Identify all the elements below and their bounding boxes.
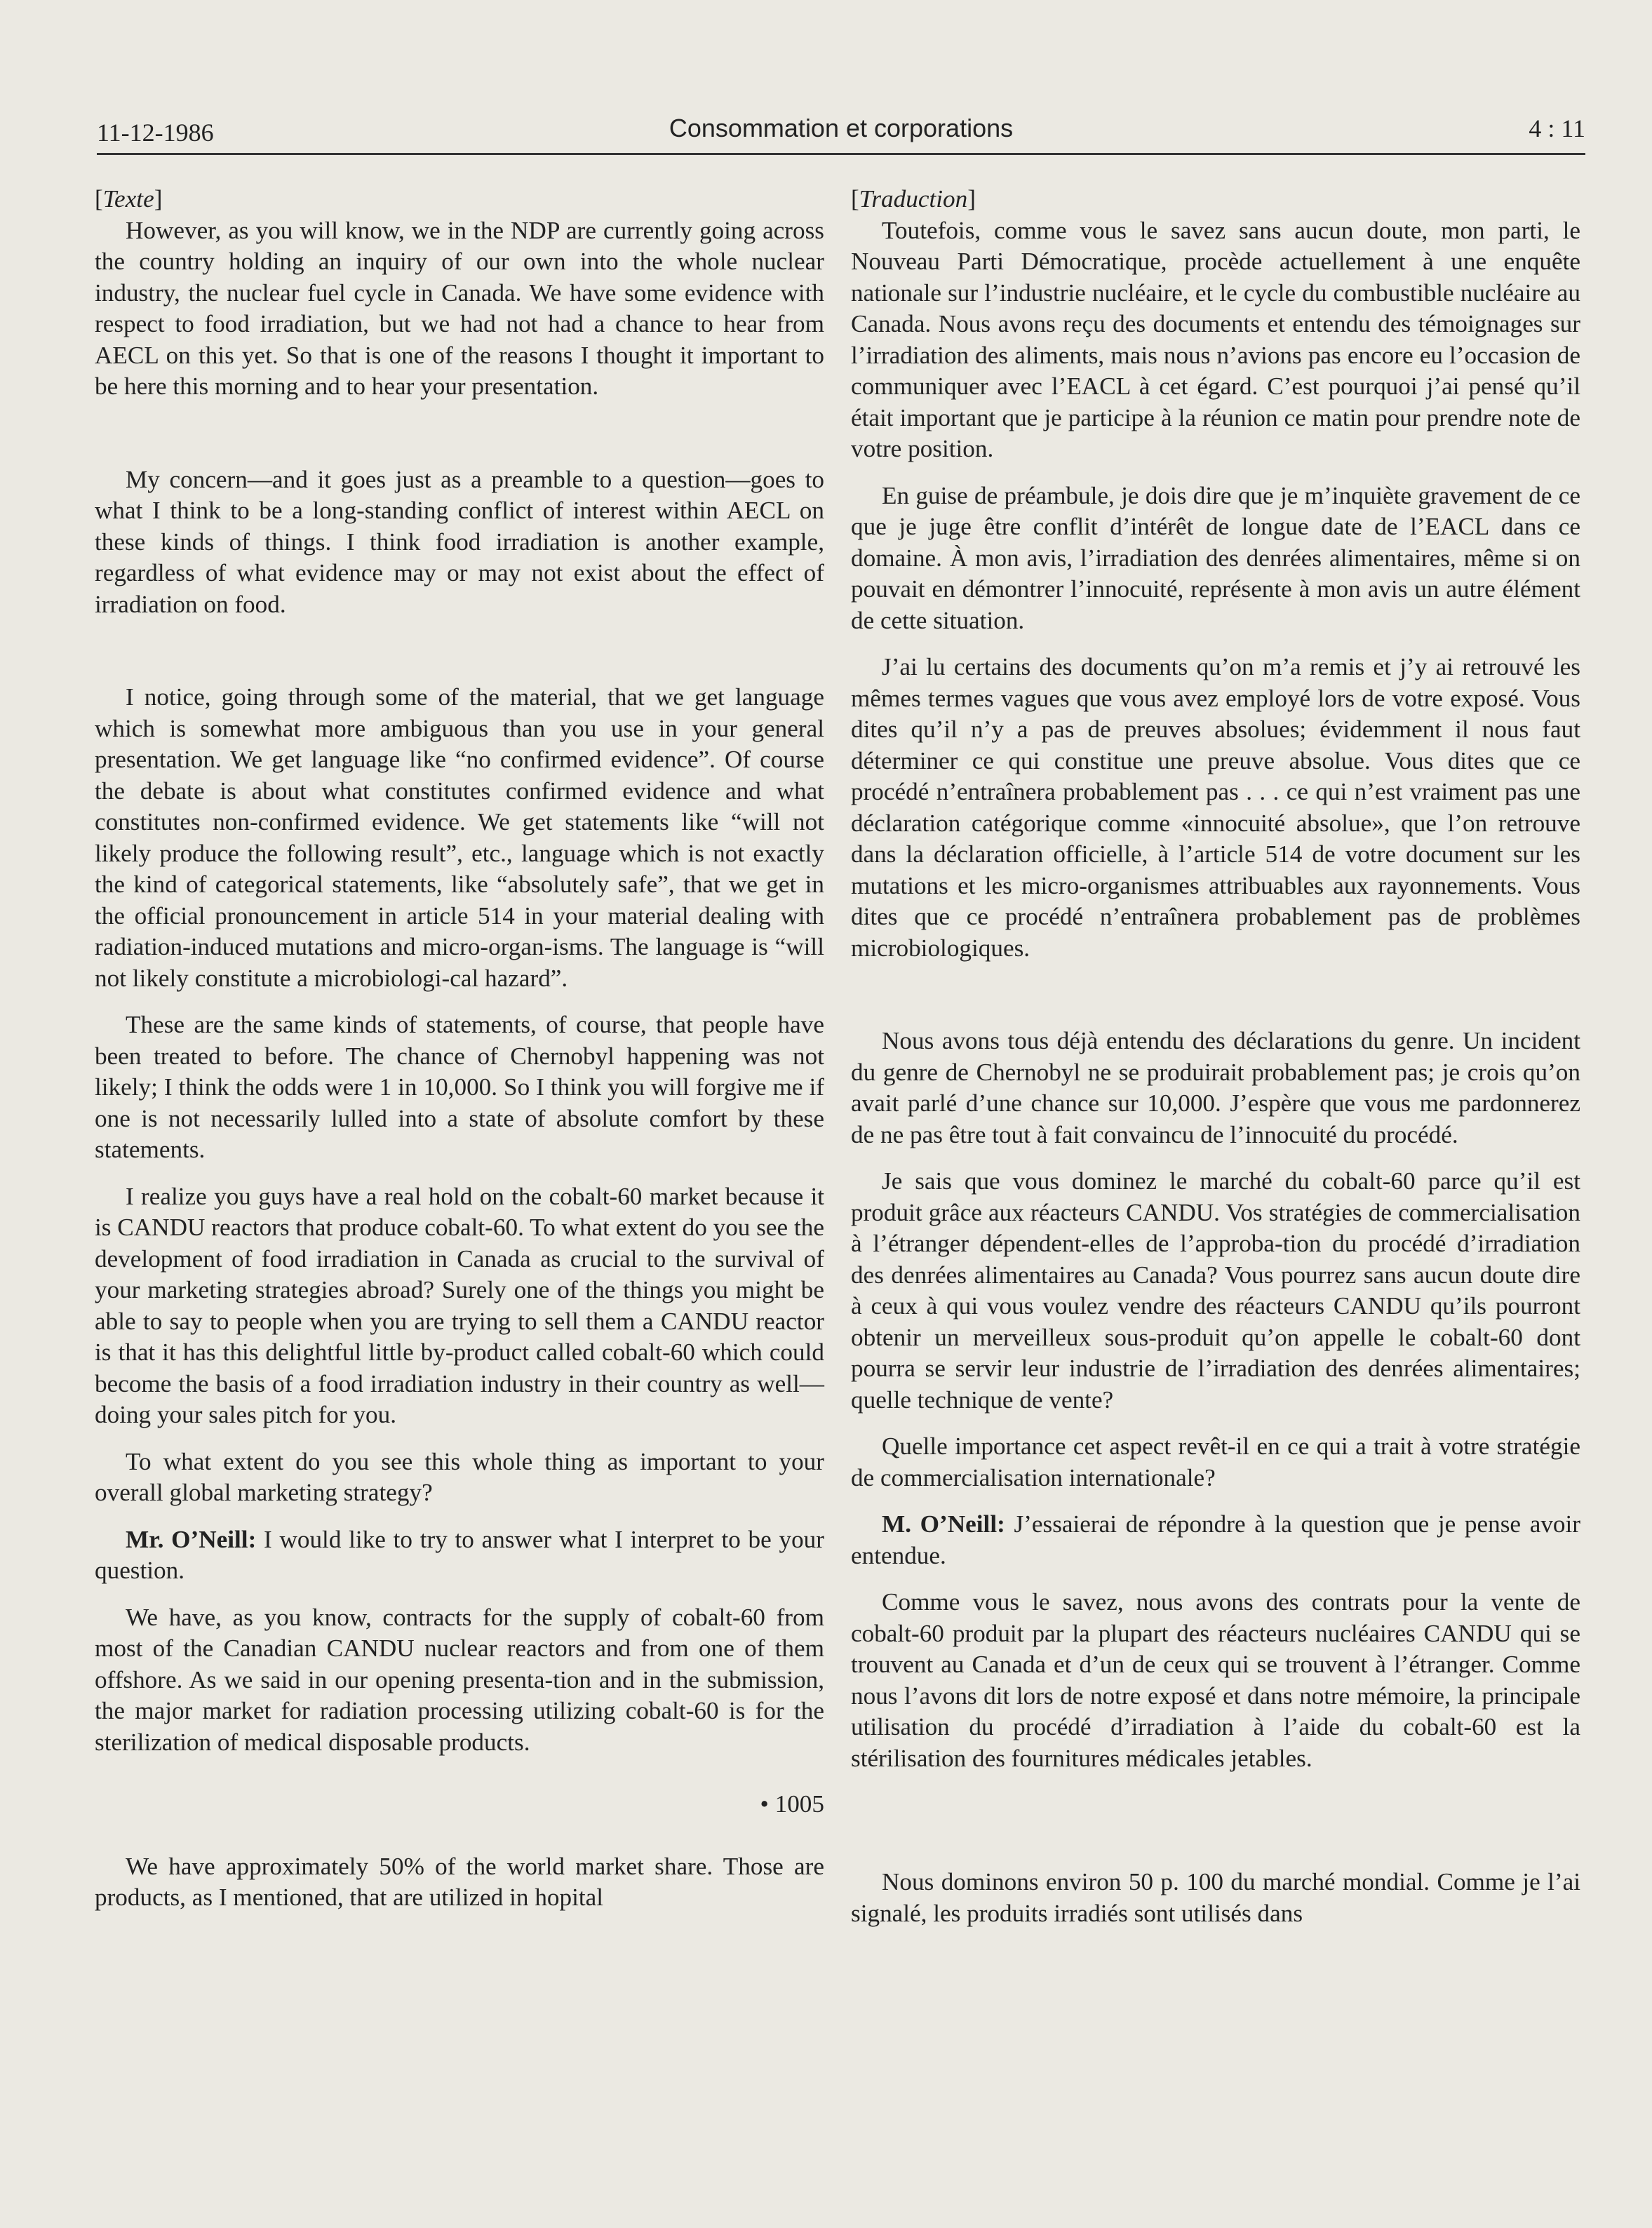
paragraph: Nous avons tous déjà entendu des déclarations du genre. Un incident du genre de Chernobyl ne se produirait probablement pas; je crois qu’on avait parlé d’une chance sur 10,000. J’espère que vous me pardonnerez de ne pas être tout à fait convaincu de l’innocuité du procédé. <box>851 1027 1580 1148</box>
header-title: Consommation et corporations <box>669 114 1014 142</box>
paragraph: Je sais que vous dominez le marché du cobalt-60 parce qu’il est produit grâce aux réacteurs CANDU. Vos stratégies de commercialisation à l’étranger dépendent-elles de l’approba-tion du procédé d’irradiation des denrées alimentaires au Canada? Vous pourrez sans aucun doute dire à ceux à qui vous voulez vendre des réacteurs CANDU qu’ils pourront obtenir un merveilleux sous-produit qu’on appelle le cobalt-60 dont pourra se servir leur industrie de l’irradiation des denrées alimentaires; quelle technique de vente? <box>851 1167 1580 1414</box>
time-marker: • 1005 <box>760 1790 824 1818</box>
paragraph: We have, as you know, contracts for the supply of cobalt-60 from most of the Canadian CANDU nuclear reactors and from one of them offshore. As we said in our opening presenta-tion and in the submission, the major market for radiation processing utilizing cobalt-60 is for the sterilization of medical disposable products. <box>95 1603 824 1756</box>
paragraph: To what extent do you see this whole thing as important to your overall global marketing strategy? <box>95 1447 824 1506</box>
paragraph: I realize you guys have a real hold on the cobalt-60 market because it is CANDU reactors that produce cobalt-60. To what extent do you see the development of food irradiation in Canada as crucial to the survival of your marketing strategies abroad? Surely one of the things you might be able to say to people when you are trying to sell them a CANDU reactor is that it has this delightful little by-product called cobalt-60 which could become the basis of a food irradiation industry in their country as well—doing your sales pitch for you. <box>95 1182 824 1428</box>
french-column <box>851 184 1580 1929</box>
section-label-traduction: [Traduction] <box>851 185 976 213</box>
paragraph: I notice, going through some of the material, that we get language which is somewhat more ambiguous than you use in your general presentation. We get language like “no confirmed evidence”. Of course the debate is about what constitutes confirmed evidence and what constitutes non-confirmed evidence. We get statements like “will not likely produce the following result”, etc., language which is not exactly the kind of categorical statements, like “absolutely safe”, that we get in the official pronouncement in article 514 in your material dealing with radiation-induced mutations and micro-organ-isms. The language is “will not likely constitute a microbiologi-cal hazard”. <box>95 683 824 992</box>
paragraph: These are the same kinds of statements, of course, that people have been treated to before. The chance of Chernobyl happening was not likely; I think the odds were 1 in 10,000. So I think you will forgive me if one is not necessarily lulled into a state of absolute comfort by these statements. <box>95 1011 824 1163</box>
paragraph: En guise de préambule, je dois dire que je m’inquiète gravement de ce que je juge être conflit d’intérêt de longue date de l’EACL dans ce domaine. À mon avis, l’irradiation des denrées alimentaires, même si on pouvait en démontrer l’innocuité, représente à mon avis un autre élément de cette situation. <box>851 481 1580 634</box>
english-column <box>95 184 824 1914</box>
paragraph: However, as you will know, we in the NDP are currently going across the country holding an inquiry of our own into the whole nuclear industry, the nuclear fuel cycle in Canada. We have some evidence with respect to food irradiation, but we had not had a chance to hear from AECL on this yet. So that is one of the reasons I thought it important to be here this morning and to hear your presentation. <box>95 216 824 400</box>
section-label-texte: [Texte] <box>95 185 163 213</box>
header-page-number: 4 : 11 <box>1529 114 1585 142</box>
paragraph: We have approximately 50% of the world market share. Those are products, as I mentioned, that are utilized in hopital <box>95 1852 824 1911</box>
speaker-name: M. O’Neill: <box>882 1510 1005 1538</box>
paragraph: M. O’Neill: J’essaierai de répondre à la question que je pense avoir entendue. <box>851 1510 1580 1569</box>
paragraph: My concern—and it goes just as a preamble to a question—goes to what I think to be a long-standing conflict of interest within AECL on these kinds of things. I think food irradiation is another example, regardless of what evidence may or may not exist about the effect of irradiation on food. <box>95 465 824 618</box>
header-date: 11-12-1986 <box>97 119 214 147</box>
paragraph: Mr. O’Neill: I would like to try to answer what I interpret to be your question. <box>95 1525 824 1584</box>
speaker-name: Mr. O’Neill: <box>126 1525 257 1553</box>
paragraph: Comme vous le savez, nous avons des contrats pour la vente de cobalt-60 produit par la plupart des réacteurs nucléaires CANDU qui se trouvent au Canada et d’un de ceux qui se trouvent à l’étranger. Comme nous l’avons dit lors de notre exposé et dans notre mémoire, la principale utilisation du procédé d’irradiation à l’aide du cobalt-60 est la stérilisation des fournitures médicales jetables. <box>851 1588 1580 1772</box>
page-header <box>97 111 1585 155</box>
paragraph: Nous dominons environ 50 p. 100 du marché mondial. Comme je l’ai signalé, les produits irradiés sont utilisés dans <box>851 1868 1580 1927</box>
paragraph: Quelle importance cet aspect revêt-il en ce qui a trait à votre stratégie de commercialisation internationale? <box>851 1432 1580 1491</box>
paragraph: Toutefois, comme vous le savez sans aucun doute, mon parti, le Nouveau Parti Démocratique, procède actuellement à une enquête nationale sur l’industrie nucléaire, et le cycle du combustible nucléaire au Canada. Nous avons reçu des documents et entendu des témoignages sur l’irradiation des aliments, mais nous n’avions pas encore eu l’occasion de communiquer avec l’EACL à cet égard. C’est pourquoi j’ai pensé qu’il était important que je participe à la réunion ce matin pour prendre note de votre position. <box>851 216 1580 462</box>
paragraph: J’ai lu certains des documents qu’on m’a remis et j’y ai retrouvé les mêmes termes vagues que vous avez employé lors de votre exposé. Vous dites qu’il n’y a pas de preuves absolues; évidemment il nous faut déterminer ce qui constitue une preuve absolue. Vous dites que ce procédé n’entraînera probablement pas . . . ce qui n’est vraiment pas une déclaration catégorique comme «innocuité absolue», que l’on retrouve dans la déclaration officielle, à l’article 514 de votre document sur les mutations et les micro-organismes attribuables aux rayonnements. Vous dites que ce procédé n’entraînera probablement pas de problèmes microbiologiques. <box>851 653 1580 962</box>
